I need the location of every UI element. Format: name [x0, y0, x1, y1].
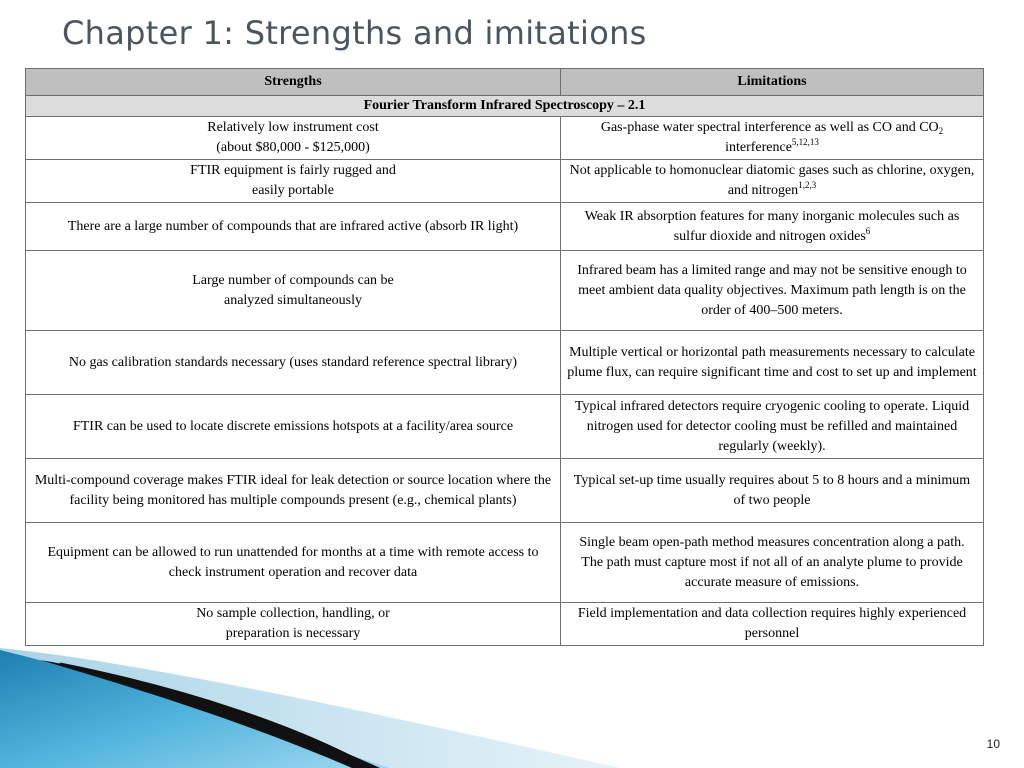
subscript: 2 — [938, 126, 944, 136]
strength-cell: Multi-compound coverage makes FTIR ideal for leak detection or source location where the facility being monitored has multiple compounds present (e.g., chemical plants) — [26, 459, 561, 523]
strength-cell: No gas calibration standards necessary (uses standard reference spectral library) — [26, 331, 561, 395]
header-limitations: Limitations — [561, 69, 984, 96]
strength-line: No sample collection, handling, or — [196, 606, 390, 621]
strength-line: analyzed simultaneously — [223, 292, 363, 308]
strength-cell: Equipment can be allowed to run unattended for months at a time with remote access to check instrument operation and recover data — [26, 523, 561, 603]
limitation-cell: Infrared beam has a limited range and may not be sensitive enough to meet ambient data quality objectives. Maximum path length is on the order of 400–500 meters. — [561, 251, 984, 331]
header-strengths: Strengths — [26, 69, 561, 96]
limitation-text: interference — [725, 140, 792, 155]
limitation-cell: Single beam open-path method measures concentration along a path. The path must capture most if not all of an analyte plume to provide accurate measure of emissions. — [561, 523, 984, 603]
citation-superscript: 1,2,3 — [798, 180, 817, 190]
strength-line: (about $80,000 - $125,000) — [216, 140, 370, 155]
strength-line: FTIR equipment is fairly rugged and — [190, 163, 396, 178]
strength-line: Large number of compounds can be — [192, 272, 394, 288]
limitation-text: Weak IR absorption features for many inorganic molecules such as sulfur dioxide and nitrogen oxides — [584, 208, 960, 244]
section-title: Fourier Transform Infrared Spectroscopy – 2.1 — [26, 96, 984, 117]
limitation-cell: Typical set-up time usually requires about 5 to 8 hours and a minimum of two people — [561, 459, 984, 523]
slide-title: Chapter 1: Strengths and imitations — [62, 14, 647, 52]
limitation-cell: Field implementation and data collection requires highly experienced personnel — [561, 603, 984, 646]
strength-line: easily portable — [251, 183, 335, 198]
limitation-cell: Typical infrared detectors require cryogenic cooling to operate. Liquid nitrogen used for detector cooling must be refilled and maintained regularly (weekly). — [561, 395, 984, 459]
citation-superscript: 6 — [865, 225, 871, 236]
strength-cell: There are a large number of compounds that are infrared active (absorb IR light) — [26, 203, 561, 251]
limitation-cell: Multiple vertical or horizontal path measurements necessary to calculate plume flux, can require significant time and cost to set up and implement — [561, 331, 984, 395]
strength-line: Relatively low instrument cost — [207, 120, 379, 135]
limitation-text: Not applicable to homonuclear diatomic gases such as chlorine, oxygen, and nitrogen — [569, 163, 975, 198]
page-number: 10 — [986, 737, 1000, 751]
strength-line: preparation is necessary — [225, 626, 361, 641]
limitation-text: Gas-phase water spectral interference as well as CO and CO — [600, 120, 939, 135]
strength-cell: FTIR can be used to locate discrete emissions hotspots at a facility/area source — [26, 395, 561, 459]
citation-superscript: 5,12,13 — [791, 137, 819, 147]
